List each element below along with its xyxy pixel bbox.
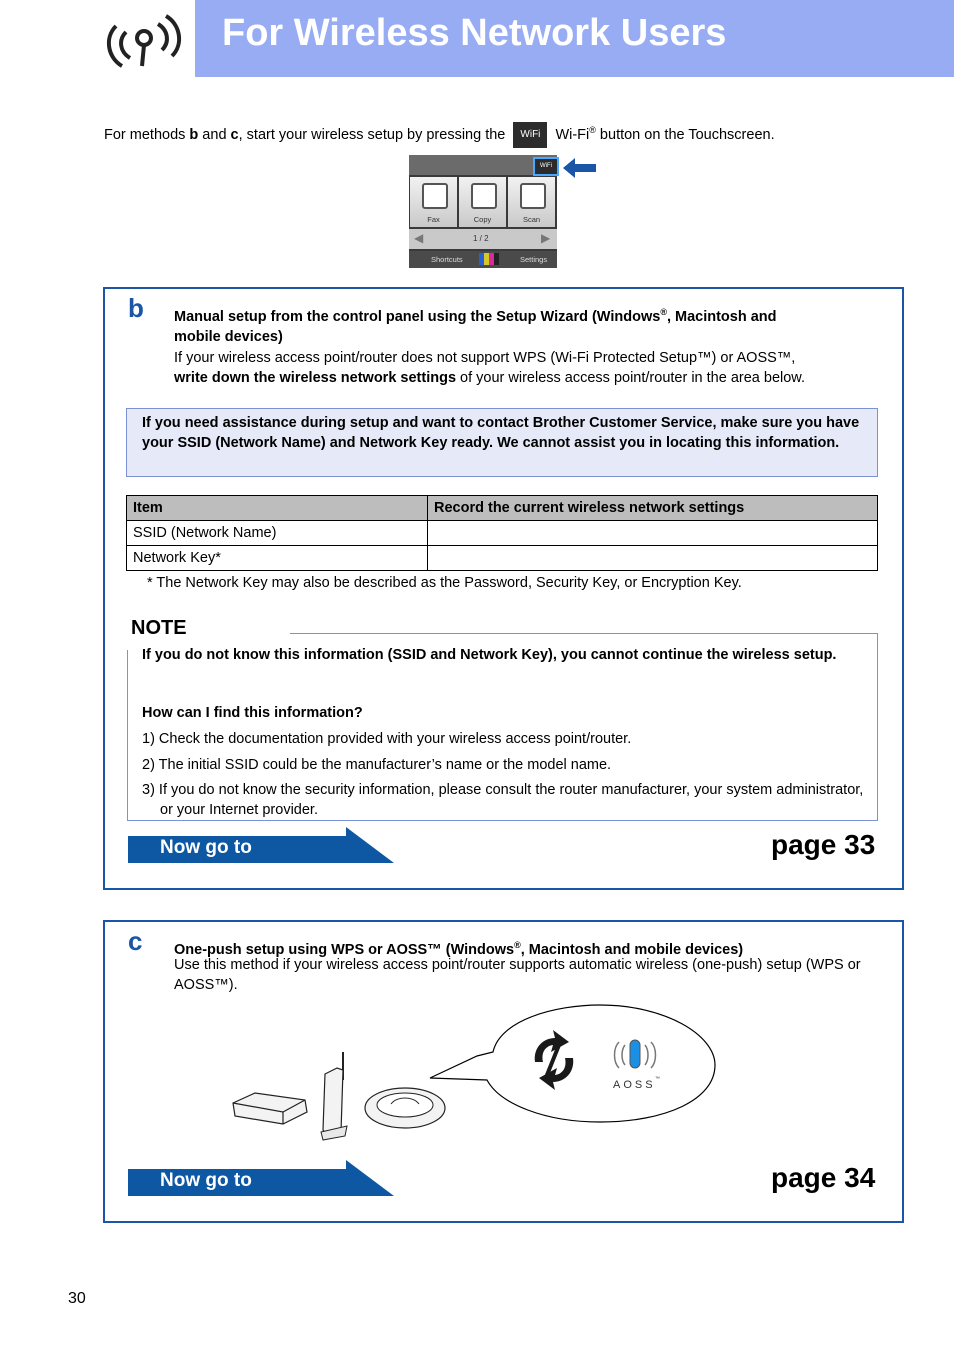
page-reference-link[interactable]: page 34	[771, 1162, 876, 1193]
page-reference-link[interactable]: page 33	[771, 829, 876, 860]
assistance-callout: If you need assistance during setup and want to contact Brother Customer Service, make sure you have your SSID (Network Name) and Network Key ready. We cannot assist you in locating this information.	[126, 408, 878, 477]
now-go-to-banner: Now go to	[128, 827, 398, 863]
table-footnote: * The Network Key may also be described as the Password, Security Key, or Encryption Key.	[147, 575, 742, 591]
page-title: For Wireless Network Users	[222, 12, 727, 54]
table-cell	[428, 521, 878, 546]
table-cell	[428, 546, 878, 571]
list-item: 1) Check the documentation provided with your wireless access point/router.	[142, 731, 632, 747]
now-go-to-banner: Now go to	[128, 1160, 398, 1196]
intro-text: For methods b and c, start your wireless setup by pressing the WiFi Wi-Fi® button on the Touchscreen.	[104, 118, 775, 148]
section-b-heading: Manual setup from the control panel using the Setup Wizard (Windows®, Macintosh and mobile devices)	[174, 307, 777, 345]
touchscreen-pager: ◀ 1 / 2 ▶	[409, 229, 557, 249]
pointer-arrow-icon	[563, 158, 597, 183]
right-arrow-icon: ▶	[541, 231, 551, 245]
section-b-letter: b	[128, 293, 144, 323]
note-question: How can I find this information?	[142, 705, 363, 721]
fax-icon	[422, 183, 448, 209]
round-router-icon	[365, 1088, 445, 1128]
page-number: 30	[68, 1290, 86, 1307]
scan-tile: Scan	[508, 177, 555, 227]
scan-icon	[520, 183, 546, 209]
table-header-cell: Item	[127, 496, 428, 521]
section-c-heading: One-push setup using WPS or AOSS™ (Windows®, Macintosh and mobile devices)	[174, 940, 744, 958]
table-header-cell: Record the current wireless network settings	[428, 496, 878, 521]
flat-router-icon	[233, 1093, 307, 1124]
copy-icon	[471, 183, 497, 209]
copy-tile: Copy	[459, 177, 506, 227]
note-label: NOTE	[131, 617, 187, 639]
section-b-paragraph: If your wireless access point/router does not support WPS (Wi-Fi Protected Setup™) or AOSS™, write down the wireless network settings of your wireless access point/router in the area below.	[174, 350, 805, 386]
left-arrow-icon: ◀	[414, 231, 424, 245]
table-cell: SSID (Network Name)	[127, 521, 428, 546]
table-header-row	[127, 496, 878, 521]
network-settings-table	[126, 495, 878, 571]
list-item: 3) If you do not know the security information, please consult the router manufacturer, your system administrator, or your Internet provider.	[142, 782, 864, 818]
section-c-letter: c	[128, 926, 143, 956]
routers-illustration	[225, 1000, 725, 1145]
ink-icon	[479, 253, 499, 265]
section-c-paragraph: Use this method if your wireless access point/router supports automatic wireless (one-push) setup (WPS or AOSS™).	[174, 957, 861, 993]
fax-tile: Fax	[410, 177, 457, 227]
list-item: 2) The initial SSID could be the manufacturer’s name or the model name.	[142, 757, 612, 773]
table-row	[127, 521, 878, 546]
aoss-tm: ™	[655, 1076, 660, 1082]
note-warning: If you do not know this information (SSID and Network Key), you cannot continue the wireless setup.	[142, 647, 837, 663]
wifi-button-icon: WiFi	[513, 122, 547, 148]
touchscreen-wifi-button: WiFi	[533, 157, 559, 176]
aoss-label: AOSS	[613, 1079, 656, 1091]
touchscreen-bottom-bar: Shortcuts Settings	[409, 251, 557, 268]
upright-router-icon	[321, 1052, 347, 1140]
touchscreen-illustration	[409, 155, 557, 268]
wireless-signal-icon	[100, 8, 190, 72]
table-row	[127, 546, 878, 571]
table-cell: Network Key*	[127, 546, 428, 571]
